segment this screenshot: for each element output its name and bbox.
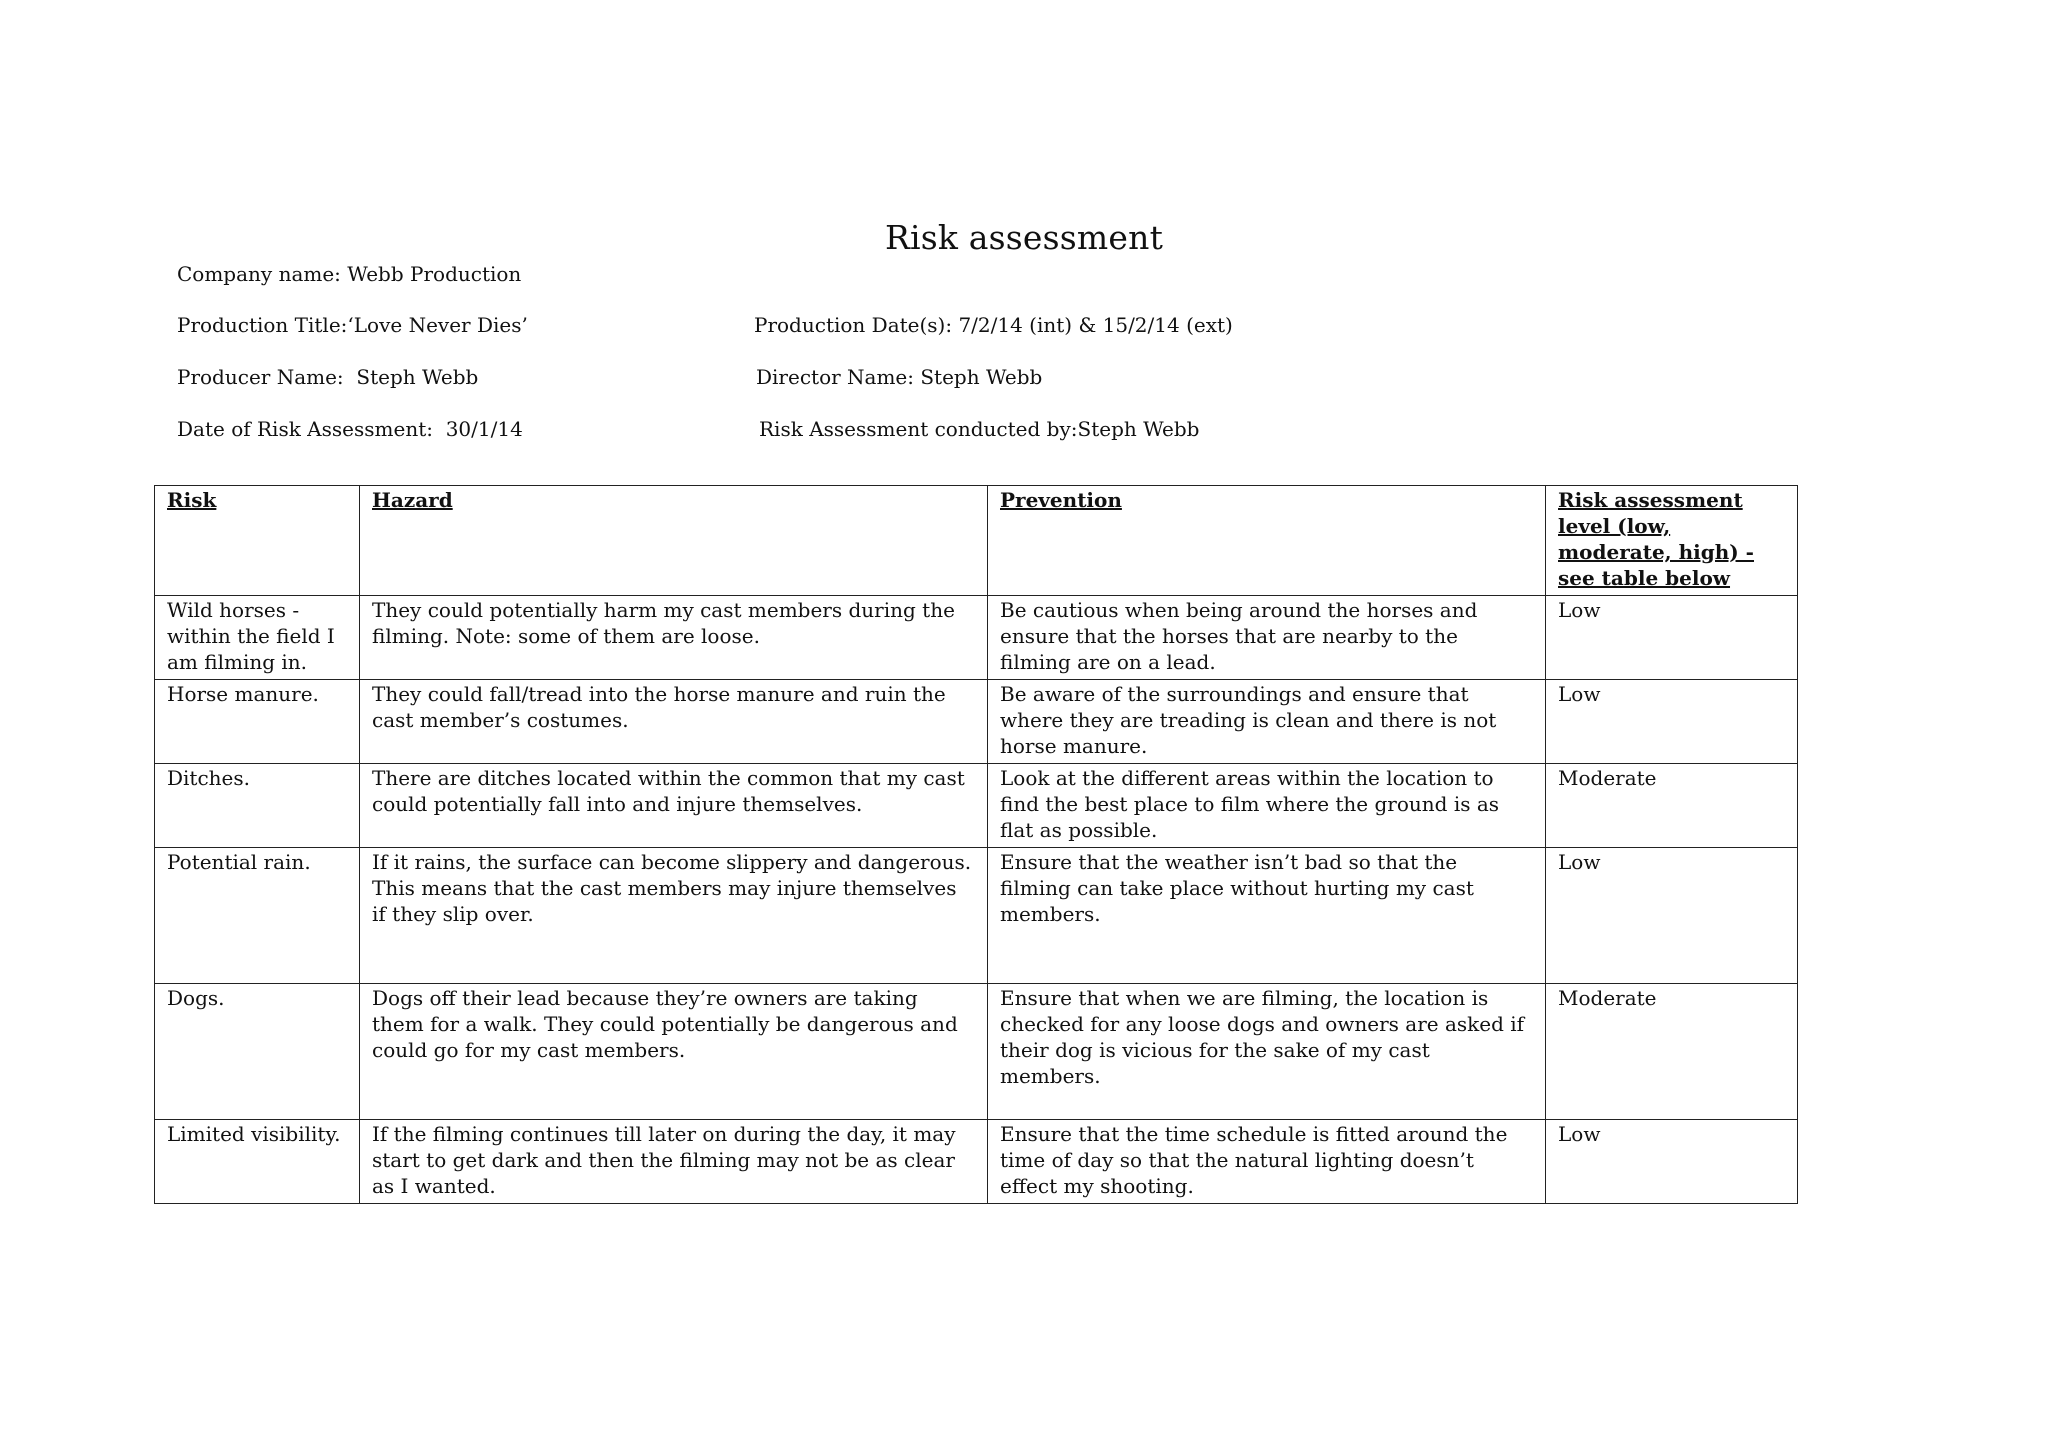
header-hazard: Hazard (360, 486, 988, 596)
conducted-by-field (759, 415, 1199, 443)
level-cell: Moderate (1546, 984, 1798, 1120)
production-dates-label: Production Date(s): (754, 313, 959, 337)
risk-cell: Limited visibility. (155, 1120, 360, 1204)
risk-cell: Ditches. (155, 764, 360, 848)
production-title-field (177, 311, 528, 339)
hazard-cell: Dogs off their lead because they’re owners are taking them for a walk. They could potentially be dangerous and could go for my cast members. (360, 984, 988, 1120)
level-cell: Moderate (1546, 764, 1798, 848)
hazard-cell: If the filming continues till later on during the day, it may start to get dark and then the filming may not be as clear as I wanted. (360, 1120, 988, 1204)
table-row (155, 680, 1798, 764)
hazard-cell: They could fall/tread into the horse manure and ruin the cast member’s costumes. (360, 680, 988, 764)
level-cell: Low (1546, 680, 1798, 764)
table-row (155, 984, 1798, 1120)
prevention-cell: Ensure that the time schedule is fitted around the time of day so that the natural lighting doesn’t effect my shooting. (988, 1120, 1546, 1204)
table-row (155, 596, 1798, 680)
hazard-cell: They could potentially harm my cast members during the filming. Note: some of them are loose. (360, 596, 988, 680)
header-prevention: Prevention (988, 486, 1546, 596)
prevention-cell: Be aware of the surroundings and ensure that where they are treading is clean and there is not horse manure. (988, 680, 1546, 764)
table-row (155, 764, 1798, 848)
company-name-value: Webb Production (347, 262, 522, 286)
risk-table (154, 485, 1798, 1204)
prevention-cell: Ensure that the weather isn’t bad so that the filming can take place without hurting my cast members. (988, 848, 1546, 984)
director-name-field (756, 363, 1042, 391)
assessment-date-field (177, 415, 523, 443)
risk-cell: Wild horses - within the field I am filming in. (155, 596, 360, 680)
company-name-field (177, 260, 521, 288)
company-name-label: Company name: (177, 262, 348, 286)
director-name-value: Steph Webb (920, 365, 1043, 389)
assessment-date-label: Date of Risk Assessment: (177, 417, 446, 441)
production-title-value: ‘Love Never Dies’ (347, 313, 528, 337)
production-dates-field (754, 311, 1233, 339)
conducted-by-value: Steph Webb (1077, 417, 1200, 441)
level-cell: Low (1546, 1120, 1798, 1204)
director-name-label: Director Name: (756, 365, 921, 389)
conducted-by-label: Risk Assessment conducted by: (759, 417, 1078, 441)
prevention-cell: Ensure that when we are filming, the location is checked for any loose dogs and owners are asked if their dog is vicious for the sake of my cast members. (988, 984, 1546, 1120)
hazard-cell: If it rains, the surface can become slippery and dangerous. This means that the cast members may injure themselves if they slip over. (360, 848, 988, 984)
table-row (155, 848, 1798, 984)
header-risk-level: Risk assessment level (low, moderate, high) - see table below (1546, 486, 1798, 596)
hazard-cell: There are ditches located within the common that my cast could potentially fall into and injure themselves. (360, 764, 988, 848)
prevention-cell: Look at the different areas within the location to find the best place to film where the ground is as flat as possible. (988, 764, 1546, 848)
production-dates-value: 7/2/14 (int) & 15/2/14 (ext) (958, 313, 1233, 337)
level-cell: Low (1546, 848, 1798, 984)
producer-name-label: Producer Name: (177, 365, 357, 389)
risk-cell: Dogs. (155, 984, 360, 1120)
assessment-date-value: 30/1/14 (445, 417, 523, 441)
table-header-row (155, 486, 1798, 596)
producer-name-value: Steph Webb (356, 365, 479, 389)
table-row (155, 1120, 1798, 1204)
risk-cell: Horse manure. (155, 680, 360, 764)
producer-name-field (177, 363, 478, 391)
header-risk: Risk (155, 486, 360, 596)
risk-cell: Potential rain. (155, 848, 360, 984)
level-cell: Low (1546, 596, 1798, 680)
page-title: Risk assessment (884, 218, 1164, 257)
production-title-label: Production Title: (177, 313, 348, 337)
prevention-cell: Be cautious when being around the horses and ensure that the horses that are nearby to the filming are on a lead. (988, 596, 1546, 680)
